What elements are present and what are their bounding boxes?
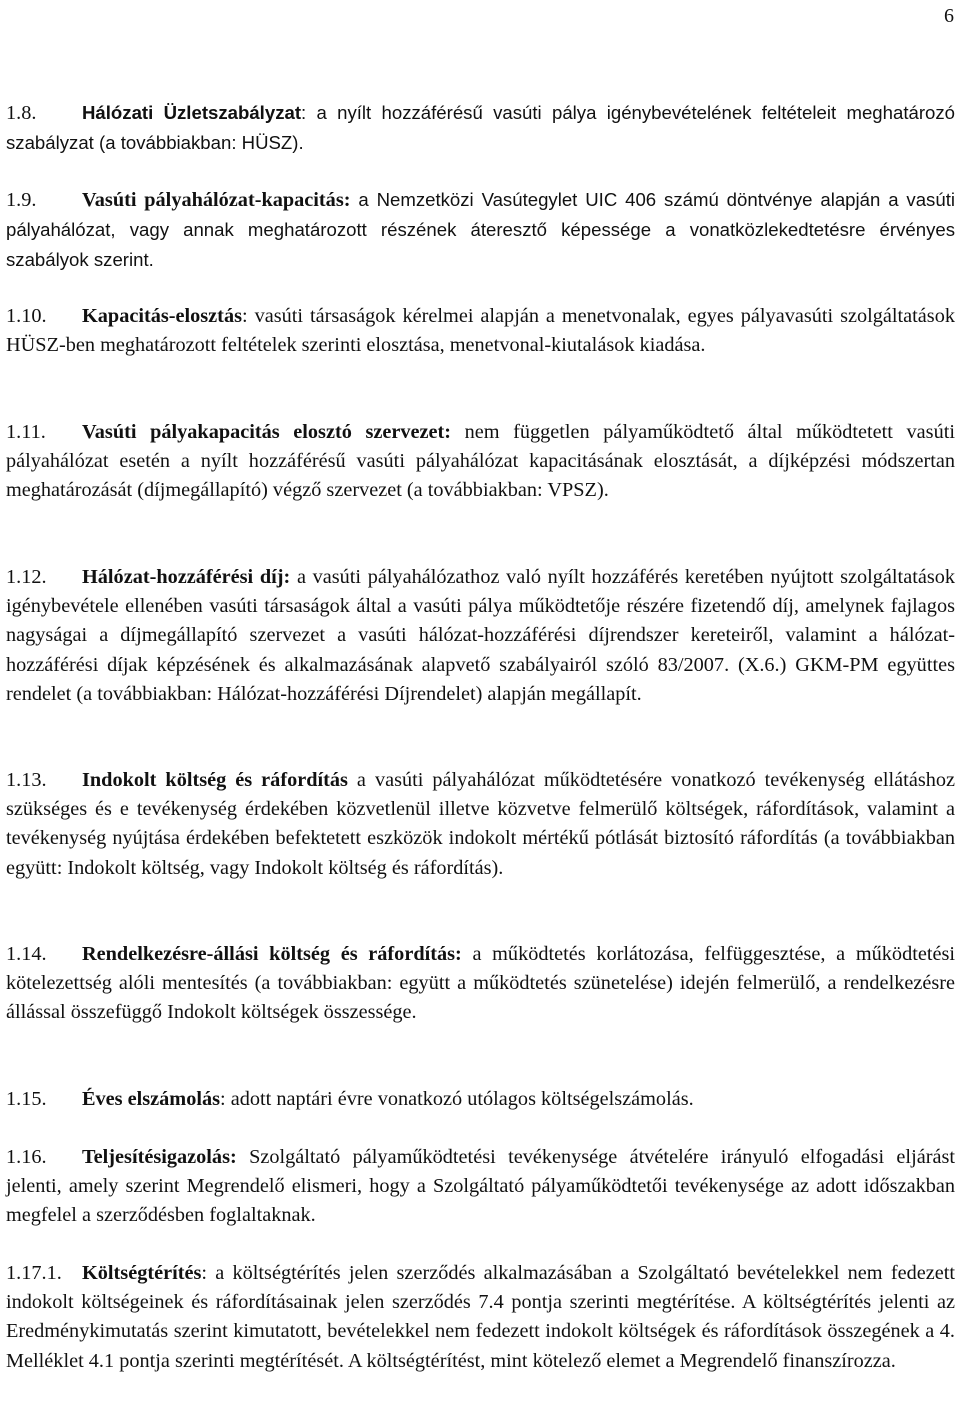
definition-term: Indokolt költség és ráfordítás [82, 769, 348, 791]
definition-term: Teljesítésigazolás: [82, 1146, 237, 1168]
definition-number: 1.11. [6, 421, 46, 443]
definition-text: a működtetés korlátozása, felfüggesztése, a működtetési kötelezettség alóli mentesítés (a továbbiakban: együtt a működtetés szünetelése) idején felmerülő, a rendelkezésre állással összefüggő Indokolt költségek összessége. [6, 943, 956, 1024]
definition-term: Vasúti pályahálózat-kapacitás: [82, 189, 351, 211]
definition-term: Hálózati Üzletszabályzat [82, 102, 302, 123]
definition-number: 1.9. [6, 189, 37, 211]
definition-term: Kapacitás-elosztás [82, 305, 242, 327]
definition-1-8 [6, 98, 955, 158]
definition-number: 1.8. [6, 102, 37, 124]
definition-text: : a nyílt hozzáférésű vasúti pálya igénybevételének feltételeit meghatározó szabályzat (a továbbiakban: HÜSZ). [6, 102, 955, 154]
definition-text: a vasúti pályahálózat működtetésére vonatkozó tevékenység ellátáshoz szükséges és e tevékenység érdekében közvetlenül illetve közvetve felmerülő költségek, ráfordítások, valamint a tevékenység nyújtása érdekében befektetett eszközök indokolt mértékű pótlását biztosító ráfordítás (a továbbiakban együtt: Indokolt költség, vagy Indokolt költség és ráfordítás). [6, 769, 955, 879]
definition-number: 1.14. [6, 943, 47, 965]
definition-text: : a költségtérítés jelen szerződés alkalmazásában a Szolgáltató bevételekkel nem fedezett indokolt költségeinek és ráfordításainak jelen szerződés 7.4 pontja szerinti megtérítése. A költségtérítés jelenti az Eredménykimutatás szerint kimutatott, bevételekkel nem fedezett indokolt költségek és ráfordítások összegének a 4. Melléklet 4.1 pontja szerinti megtérítését. A költségtérítést, mint kötelező elemet a Megrendelő finanszírozza. [6, 1262, 955, 1372]
definition-1-14 [6, 940, 955, 1028]
definition-text: : adott naptári évre vonatkozó utólagos költségelszámolás. [220, 1088, 694, 1110]
definition-term: Éves elszámolás [82, 1088, 221, 1110]
definition-number: 1.15. [6, 1088, 47, 1110]
page-number: 6 [944, 5, 954, 27]
definition-term: Költségtérítés [82, 1262, 202, 1284]
definition-1-9 [6, 185, 955, 276]
definition-number: 1.17.1. [6, 1262, 62, 1284]
definition-1-15 [6, 1085, 955, 1114]
definition-text: Szolgáltató pályaműködtetési tevékenysége átvételére irányuló elfogadási eljárást jelenti, amely szerint Megrendelő elismeri, hogy a Szolgáltató pályaműködtetői tevékenysége az adott időszakban megfelel a szerződésben foglaltaknak. [6, 1146, 955, 1227]
definition-term: Hálózat-hozzáférési díj: [82, 566, 291, 588]
definition-1-12 [6, 563, 955, 709]
definition-number: 1.12. [6, 566, 47, 588]
definition-number: 1.10. [6, 305, 47, 327]
definition-1-16 [6, 1143, 955, 1231]
definition-term: Vasúti pályakapacitás elosztó szervezet: [82, 421, 451, 443]
definition-number: 1.16. [6, 1146, 47, 1168]
definition-number: 1.13. [6, 769, 47, 791]
definition-1-10 [6, 302, 955, 360]
definition-1-17-1 [6, 1259, 955, 1376]
definition-term: Rendelkezésre-állási költség és ráfordítás: [82, 943, 462, 965]
definition-1-11 [6, 418, 955, 506]
definition-1-13 [6, 766, 955, 883]
definition-text: a Nemzetközi Vasútegylet UIC 406 számú döntvénye alapján a vasúti pályahálózat, vagy annak meghatározott részének áteresztő képessége a vonatközlekedtetésre érvényes szabályok szerint. [6, 189, 955, 271]
definition-text: : vasúti társaságok kérelmei alapján a menetvonalak, egyes pályavasúti szolgáltatások HÜSZ-ben meghatározott feltételek szerinti elosztása, menetvonal-kiutalások kiadása. [6, 305, 955, 357]
definition-text: nem független pályaműködtető által működtetett vasúti pályahálózat esetén a nyílt hozzáférésű vasúti pályahálózat kapacitásának elosztását, a díjképzési módszertan meghatározását (díjmegállapító) végző szervezet (a továbbiakban: VPSZ). [6, 421, 955, 502]
definition-text: a vasúti pályahálózathoz való nyílt hozzáférés keretében nyújtott szolgáltatások igénybevétele ellenében vasúti társaságok által a vasúti pálya működtetője részére fizetendő díj, amelynek fajlagos nagyságai a díjmegállapító szervezet a vasúti hálózat-hozzáférési díjrendszer kereteiről, valamint a hálózat-hozzáférési díjak képzésének és alkalmazásának alapvető szabályairól szóló 83/2007. (X.6.) GKM-PM együttes rendelet (a továbbiakban: Hálózat-hozzáférési Díjrendelet) alapján megállapít. [6, 566, 956, 705]
